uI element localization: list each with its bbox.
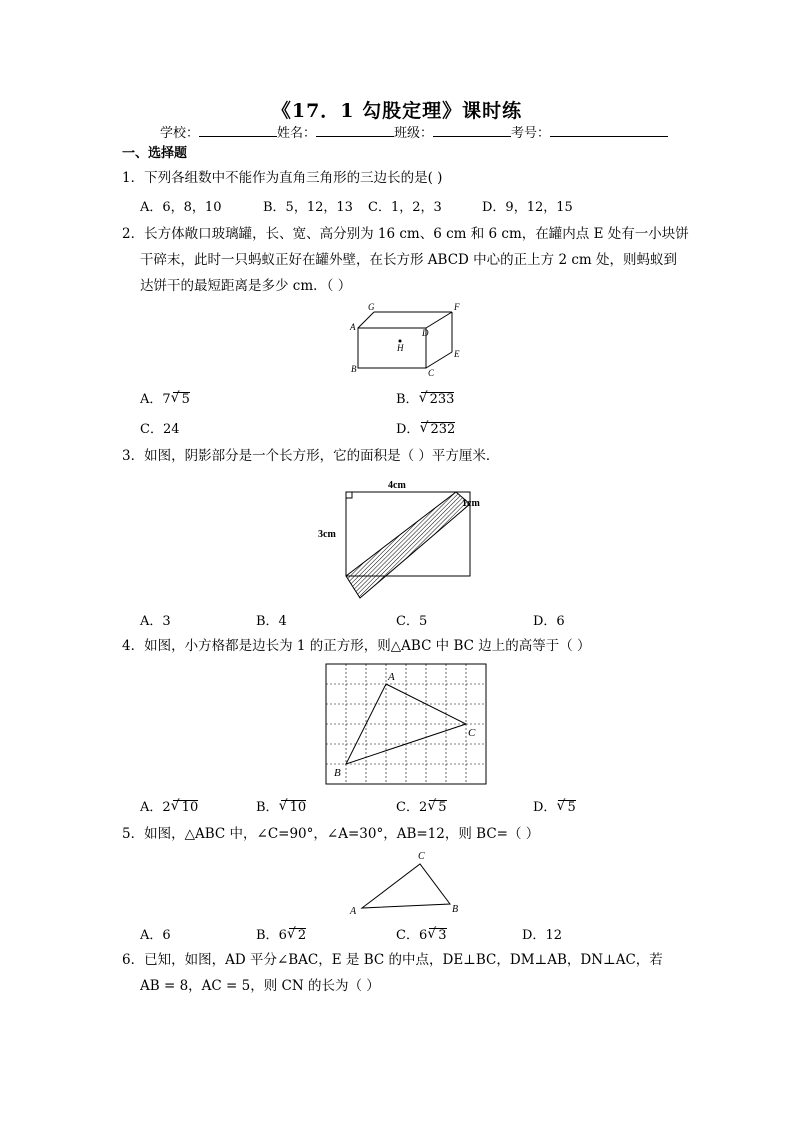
q4-grid-figure (322, 660, 490, 786)
cuboid-edge-df (426, 312, 452, 328)
label-c: C (468, 727, 476, 739)
label-d: D (422, 328, 429, 338)
q2-option-d[interactable]: D．√ 232 (396, 418, 455, 437)
right-angle-mark (346, 492, 352, 498)
label-g: G (368, 302, 375, 312)
school-blank[interactable] (199, 124, 277, 137)
exam-no-blank[interactable] (550, 124, 668, 137)
label-3cm: 3cm (318, 529, 336, 540)
label-e: E (454, 349, 460, 359)
q3-option-a[interactable]: A．3 (140, 614, 171, 629)
q5-option-a[interactable]: A．6 (140, 928, 171, 943)
q5-stem: 5．如图，△ABC 中，∠C=90°，∠A=30°，AB=12，则 BC=（ ） (122, 826, 540, 842)
q1-stem: 1．下列各组数中不能作为直角三角形的三边长的是( ) (122, 170, 443, 186)
q4-option-d[interactable]: D．√ 5 (533, 796, 576, 815)
q3-option-c[interactable]: C．5 (396, 614, 428, 629)
student-info-row (160, 122, 668, 141)
label-b: B (452, 904, 459, 915)
label-a: A (388, 671, 395, 683)
q5-option-b[interactable]: B．6√ 2 (256, 924, 306, 943)
label-h: H (397, 343, 404, 353)
q4-option-a[interactable]: A．2√ 10 (140, 796, 198, 815)
q3-rectangle-figure (312, 474, 492, 606)
cuboid-front-face (358, 328, 426, 368)
q2-stem-line-2: 干碎末，此时一只蚂蚁正好在罐外壁，在长方形 ABCD 中心的正上方 2 cm 处，则蚂蚁到 (140, 252, 677, 268)
q2-stem-line-1: 2．长方体敞口玻璃罐，长、宽、高分别为 16 cm、6 cm 和 6 cm，在罐内点 E 处有一小块饼 (122, 226, 689, 242)
q1-option-c[interactable]: C．1，2，3 (368, 200, 442, 215)
class-label: 班级： (394, 126, 434, 141)
q1-option-a[interactable]: A．6，8，10 (140, 200, 222, 215)
class-blank[interactable] (433, 124, 511, 137)
q5-option-d[interactable]: D．12 (522, 928, 562, 943)
label-1cm: 1cm (462, 498, 480, 509)
name-blank[interactable] (316, 124, 394, 137)
label-b: B (334, 767, 341, 779)
shaded-rectangle (346, 492, 470, 598)
q3-stem: 3．如图，阴影部分是一个长方形，它的面积是（ ）平方厘米． (122, 448, 500, 464)
triangle-abc (362, 864, 450, 908)
cuboid-edge-ag (358, 312, 374, 328)
q2-option-a[interactable]: A．7√ 5 (140, 388, 190, 407)
section-title: 一、选择题 (122, 146, 188, 161)
label-a: A (350, 906, 357, 917)
q4-option-c[interactable]: C．2√ 5 (396, 796, 447, 815)
name-label: 姓名： (277, 126, 317, 141)
q4-option-b[interactable]: B．√ 10 (256, 796, 306, 815)
school-label: 学校： (160, 126, 200, 141)
q2-option-c[interactable]: C．24 (140, 422, 180, 437)
page-title: 《17．1 勾股定理》课时练 (271, 100, 523, 122)
label-b: B (351, 364, 357, 374)
q1-option-b[interactable]: B．5，12，13 (263, 200, 353, 215)
q2-stem-line-3: 达饼干的最短距离是多少 cm．（ ） (140, 278, 352, 294)
q2-cuboid-figure (340, 300, 470, 380)
label-c: C (418, 851, 425, 862)
label-f: F (454, 302, 460, 312)
q5-triangle-figure (344, 846, 464, 918)
q3-option-b[interactable]: B．4 (256, 614, 287, 629)
exam-no-label: 考号： (511, 126, 551, 141)
q6-stem-line-1: 6．已知，如图，AD 平分∠BAC，E 是 BC 的中点，DE⊥BC，DM⊥AB，DN⊥AC，若 (122, 952, 663, 968)
q2-option-b[interactable]: B．√ 233 (396, 388, 454, 407)
q1-option-d[interactable]: D．9，12，15 (482, 200, 573, 215)
q4-stem: 4．如图，小方格都是边长为 1 的正方形，则△ABC 中 BC 边上的高等于（ ） (122, 638, 591, 654)
q6-stem-line-2: AB = 8，AC = 5，则 CN 的长为（ ） (140, 978, 380, 994)
label-4cm: 4cm (388, 480, 406, 491)
q5-option-c[interactable]: C．6√ 3 (396, 924, 447, 943)
cuboid-edge-ce (426, 352, 452, 368)
label-c: C (428, 368, 435, 378)
label-a: A (350, 322, 356, 332)
q3-option-d[interactable]: D．6 (533, 614, 565, 629)
square-grid (326, 664, 486, 784)
